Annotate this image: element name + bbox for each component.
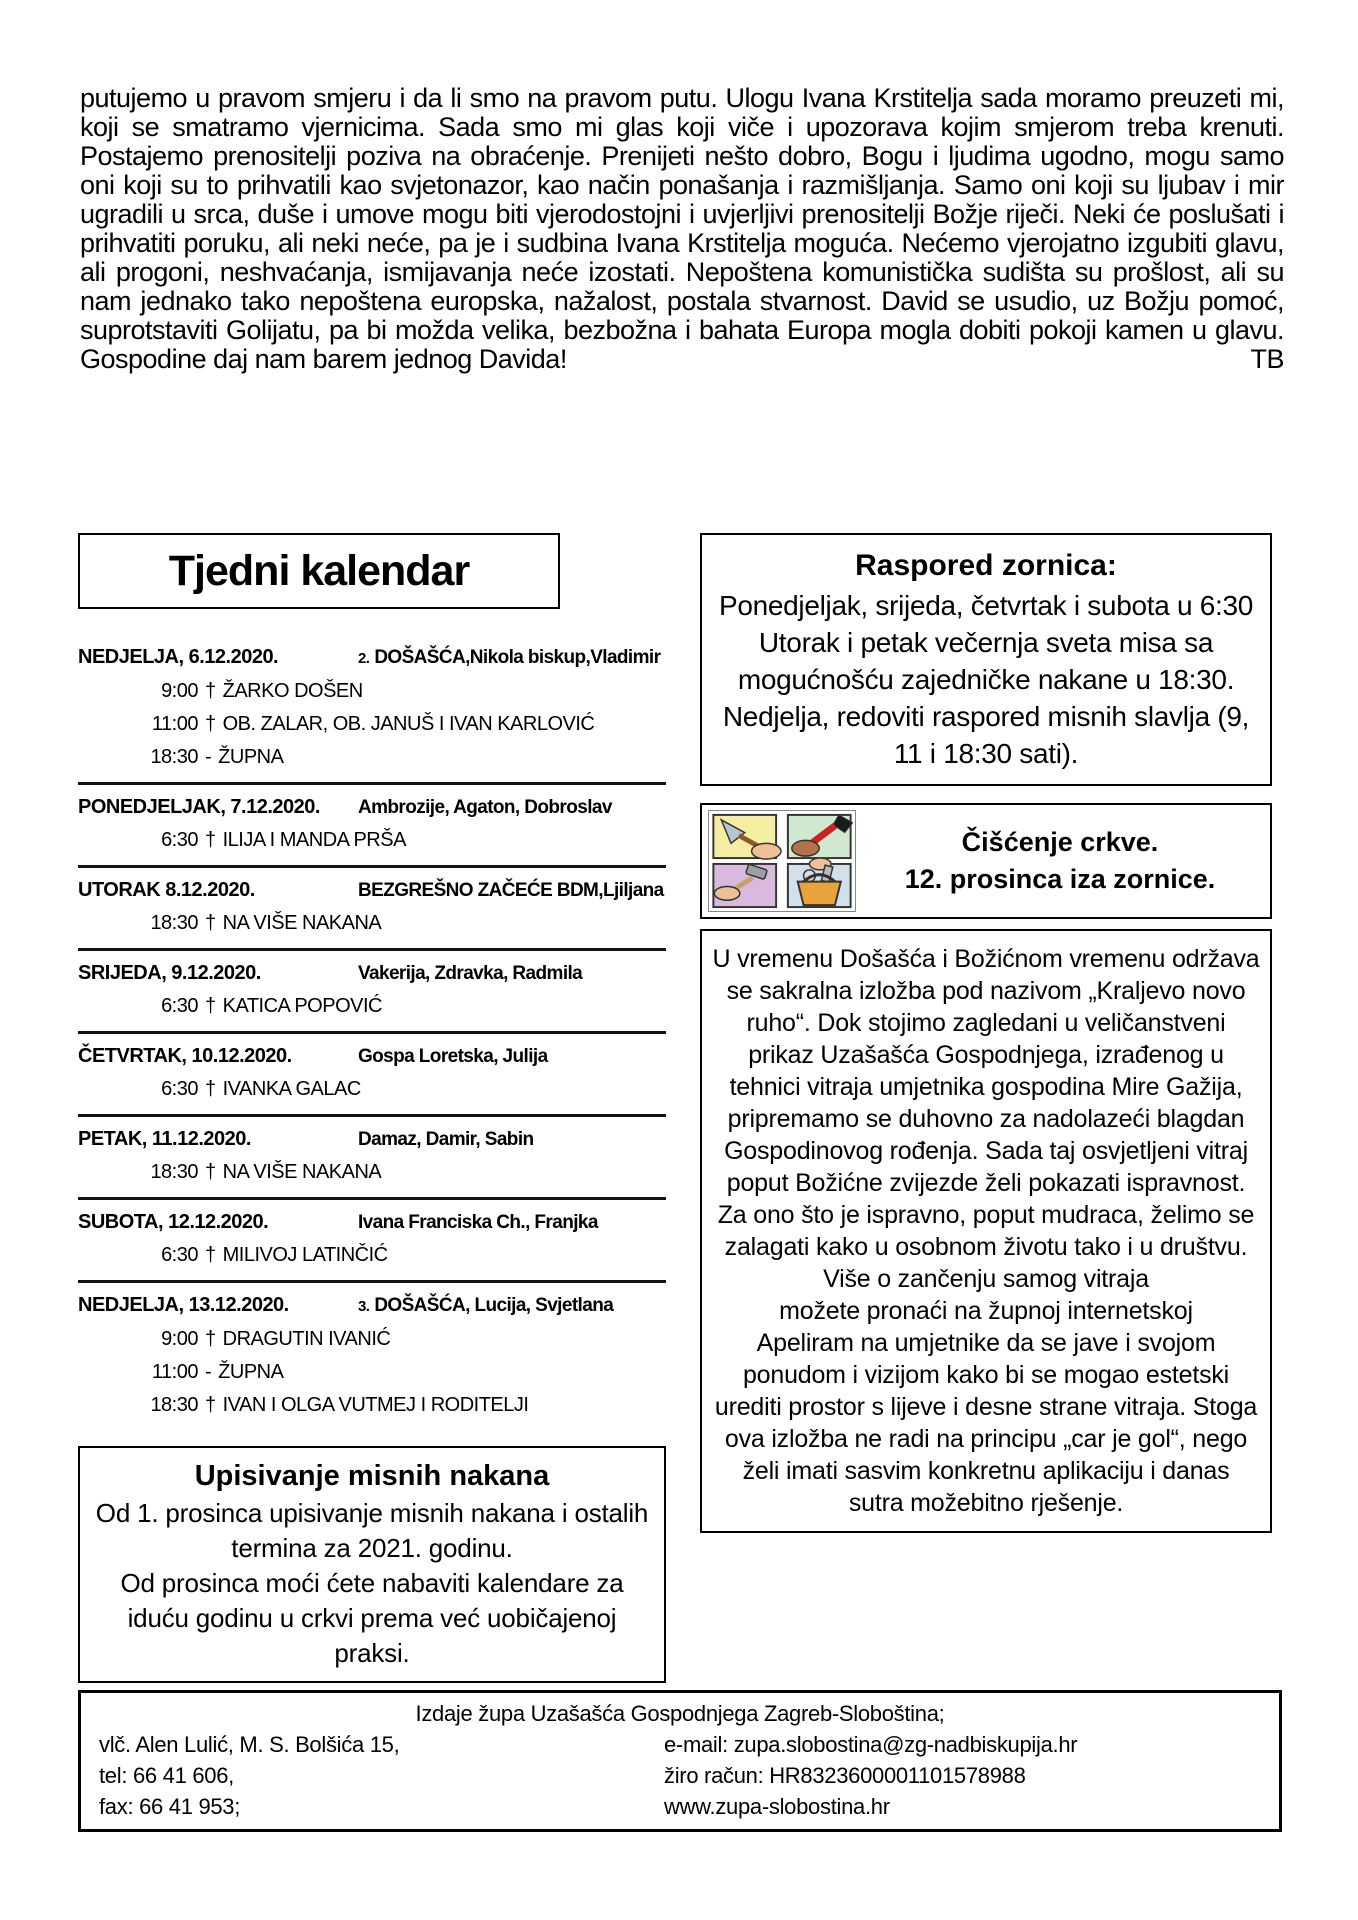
mass-separator: † bbox=[205, 1328, 216, 1350]
mass-separator: † bbox=[205, 1078, 216, 1100]
zornica-schedule-box bbox=[700, 533, 1272, 786]
calendar-day-header bbox=[78, 957, 666, 990]
mass-separator: † bbox=[205, 1161, 216, 1183]
zornica-line: Ponedjeljak, srijeda, četvrtak i subota u 6:30 bbox=[718, 590, 1254, 621]
calendar-day-header bbox=[78, 1123, 666, 1156]
church-cleaning-line2: 12. prosinca iza zornice. bbox=[904, 864, 1216, 894]
church-cleaning-line1: Čišćenje crkve. bbox=[961, 827, 1159, 857]
mass-time: 11:00 bbox=[151, 1361, 198, 1383]
calendar-feast-names: DOŠAŠĆA, Lucija, Svjetlana bbox=[374, 1295, 614, 1316]
zornica-schedule-lines bbox=[710, 587, 1262, 772]
mass-intentions-title: Upisivanje misnih nakana bbox=[194, 1460, 550, 1492]
calendar-day-header bbox=[78, 1040, 666, 1073]
calendar-day-feast bbox=[358, 874, 664, 907]
mass-intention: MILIVOJ LATINČIĆ bbox=[222, 1244, 388, 1266]
mass-intention: NA VIŠE NAKANA bbox=[222, 1161, 382, 1183]
mass-intention: ŽUPNA bbox=[218, 1361, 284, 1383]
calendar-mass-line bbox=[78, 708, 666, 741]
calendar-day-feast bbox=[358, 1040, 548, 1073]
mass-intentions-box bbox=[78, 1446, 666, 1683]
calendar-day-group bbox=[78, 785, 666, 868]
mass-intentions-paragraph: Od prosinca moći ćete nabaviti kalendare za iduću godinu u crkvi prema već uobičajenoj praksi. bbox=[120, 1568, 624, 1668]
calendar-day-feast bbox=[358, 641, 660, 675]
calendar-mass-line bbox=[78, 1073, 666, 1106]
zornica-schedule-title: Raspored zornica: bbox=[855, 549, 1117, 582]
calendar-feast-names: DOŠAŠĆA,Nikola biskup,Vladimir bbox=[374, 647, 661, 668]
calendar-day-date: PETAK, 11.12.2020. bbox=[78, 1128, 251, 1150]
mass-time: 6:30 bbox=[161, 829, 198, 851]
calendar-mass-line bbox=[78, 1389, 666, 1422]
calendar-feast-names: Ambrozije, Agaton, Dobroslav bbox=[358, 797, 612, 818]
exhibition-paragraph: Više o zančenju samog vitraja bbox=[823, 1265, 1149, 1293]
calendar-day-group bbox=[78, 1200, 666, 1283]
mass-intention: OB. ZALAR, OB. JANUŠ I IVAN KARLOVIĆ bbox=[222, 713, 595, 735]
mass-time: 18:30 bbox=[150, 1394, 198, 1416]
calendar-day-feast bbox=[358, 791, 612, 824]
calendar-mass-line bbox=[78, 1156, 666, 1189]
exhibition-paragraph: možete pronaći na župnoj internetskoj bbox=[779, 1297, 1193, 1325]
calendar-day-group bbox=[78, 635, 666, 785]
calendar-day-header bbox=[78, 1289, 666, 1323]
left-column bbox=[78, 533, 666, 1683]
calendar-mass-line bbox=[78, 824, 666, 857]
calendar-mass-line bbox=[78, 907, 666, 940]
top-article bbox=[80, 84, 1284, 374]
calendar-feast-names: BEZGREŠNO ZAČEĆE BDM,Ljiljana bbox=[358, 880, 664, 901]
mass-separator: † bbox=[205, 680, 216, 702]
top-article-text: putujemo u pravom smjeru i da li smo na pravom putu. Ulogu Ivana Krstitelja sada moramo preuzeti mi, koji se smatramo vjernicima. Sada smo mi glas koji viče i upozorava kojim smjerom treba krenuti. Postajemo prenositelji poziva na obraćenje. Prenijeti nešto dobro, Bogu i ljudima ugodno, mogu samo oni koji su to prihvatili kao svjetonazor, kao način ponašanja i razmišljanja. Samo oni koji su ljubav i mir ugradili u srca, duše i umove mogu biti vjerodostojni i uvjerljivi prenositelji Božje riječi. Neki će poslušati i prihvatiti poruku, ali neki neće, pa je i sudbina Ivana Krstitelja moguća. Nećemo vjerojatno izgubiti glavu, ali progoni, neshvaćanja, ismijavanja neće izostati. Nepoštena komunistička sudišta su prošlost, ali su nam jednako tako nepoštena europska, nažalost, postala stvarnost. David se usudio, uz Božju pomoć, suprotstaviti Golijatu, pa bi možda velika, bezbožna i bahata Europa mogla dobiti pokoji kamen u glavu. Gospodine daj nam barem jednog Davida! bbox=[80, 83, 1284, 374]
calendar-day-date: NEDJELJA, 13.12.2020. bbox=[78, 1294, 289, 1316]
calendar-mass-line bbox=[78, 1356, 666, 1389]
mass-separator: † bbox=[205, 1394, 216, 1416]
footer-right-line: www.zupa-slobostina.hr bbox=[664, 1794, 890, 1819]
footer-columns bbox=[99, 1729, 1261, 1822]
mass-time: 11:00 bbox=[151, 713, 198, 735]
zornica-line: Nedjelja, redoviti raspored misnih slavlja (9, 11 i 18:30 sati). bbox=[722, 701, 1250, 769]
mass-separator: † bbox=[205, 713, 216, 735]
calendar-day-group bbox=[78, 951, 666, 1034]
calendar-feast-names: Vakerija, Zdravka, Radmila bbox=[358, 963, 583, 984]
mass-time: 9:00 bbox=[161, 680, 198, 702]
footer-left-line: vlč. Alen Lulić, M. S. Bolšića 15, bbox=[99, 1732, 400, 1757]
calendar-mass-line bbox=[78, 1323, 666, 1356]
calendar-mass-line bbox=[78, 990, 666, 1023]
zornica-line: Utorak i petak večernja sveta misa sa mogućnošću zajedničke nakane u 18:30. bbox=[737, 627, 1235, 695]
calendar-feast-names: Gospa Loretska, Julija bbox=[358, 1046, 548, 1067]
calendar-day-group bbox=[78, 1283, 666, 1430]
cleaning-tools-image bbox=[708, 810, 856, 912]
footer-left-column bbox=[99, 1729, 664, 1822]
calendar-mass-line bbox=[78, 741, 666, 774]
footer-right-column bbox=[664, 1729, 1261, 1822]
calendar-day-feast bbox=[358, 1206, 598, 1239]
exhibition-paragraph: U vremenu Došašća i Božićnom vremenu održava se sakralna izložba pod nazivom „Kraljevo novo ruho“. Dok stojimo zagledani u veličanstveni prikaz Uzašašća Gospodnjega, izrađenog u tehnici vitraja umjetnika gospodina Mire Gažija, pripremamo se duhovno za nadolazeći blagdan Gospodinovog rođenja. Sada taj osvjetljeni vitraj poput Božićne zvijezde želi pokazati ispravnost. Za ono što je ispravno, poput mudraca, želimo se zalagati kako u osobnom životu tako i u društvu. bbox=[712, 945, 1260, 1261]
mass-time: 18:30 bbox=[150, 746, 198, 768]
calendar-day-feast bbox=[358, 1123, 534, 1156]
calendar-day-group bbox=[78, 1117, 666, 1200]
mass-intention: ŽUPNA bbox=[218, 746, 284, 768]
mass-intentions-body bbox=[90, 1496, 654, 1671]
mass-time: 18:30 bbox=[150, 1161, 198, 1183]
mass-intention: ILIJA I MANDA PRŠA bbox=[222, 829, 406, 851]
calendar-day-group bbox=[78, 1034, 666, 1117]
calendar-feast-names: Damaz, Damir, Sabin bbox=[358, 1129, 534, 1150]
article-signature: TB bbox=[1250, 344, 1284, 374]
weekly-calendar-title: Tjedni kalendar bbox=[168, 546, 470, 595]
footer-left-line: fax: 66 41 953; bbox=[99, 1794, 241, 1819]
mass-intention: IVANKA GALAC bbox=[222, 1078, 361, 1100]
calendar-day-header bbox=[78, 791, 666, 824]
mass-intention: KATICA POPOVIĆ bbox=[222, 995, 382, 1017]
mass-separator: - bbox=[205, 1361, 212, 1383]
calendar-day-feast bbox=[358, 957, 582, 990]
calendar-day-header bbox=[78, 1206, 666, 1239]
mass-separator: † bbox=[205, 829, 216, 851]
calendar-feast-prefix: 2. bbox=[358, 650, 370, 667]
mass-intention: DRAGUTIN IVANIĆ bbox=[222, 1328, 391, 1350]
footer-box bbox=[78, 1690, 1282, 1832]
right-column bbox=[700, 533, 1272, 1533]
church-cleaning-text bbox=[856, 824, 1264, 898]
mass-separator: † bbox=[205, 1244, 216, 1266]
mass-separator: - bbox=[205, 746, 212, 768]
calendar-feast-names: Ivana Franciska Ch., Franjka bbox=[358, 1212, 598, 1233]
weekly-calendar-title-box bbox=[78, 533, 560, 609]
mass-intention: IVAN I OLGA VUTMEJ I RODITELJI bbox=[222, 1394, 529, 1416]
mass-intentions-paragraph: Od 1. prosinca upisivanje misnih nakana i ostalih termina za 2021. godinu. bbox=[95, 1498, 649, 1563]
footer-publisher-line: Izdaje župa Uzašašća Gospodnjega Zagreb-Sloboština; bbox=[415, 1701, 945, 1726]
calendar-day-date: ČETVRTAK, 10.12.2020. bbox=[78, 1045, 292, 1067]
calendar-day-feast bbox=[358, 1289, 613, 1323]
footer-right-line: žiro račun: HR8323600001101578988 bbox=[664, 1763, 1026, 1788]
calendar-feast-prefix: 3. bbox=[358, 1298, 370, 1315]
footer-left-line: tel: 66 41 606, bbox=[99, 1763, 234, 1788]
mass-time: 6:30 bbox=[161, 1244, 198, 1266]
calendar-day-date: SRIJEDA, 9.12.2020. bbox=[78, 962, 261, 984]
mass-time: 6:30 bbox=[161, 1078, 198, 1100]
mass-separator: † bbox=[205, 912, 216, 934]
calendar-day-date: NEDJELJA, 6.12.2020. bbox=[78, 646, 279, 668]
exhibition-article-box bbox=[700, 929, 1272, 1533]
mass-intention: NA VIŠE NAKANA bbox=[222, 912, 382, 934]
mass-intention: ŽARKO DOŠEN bbox=[222, 680, 363, 702]
church-cleaning-box bbox=[700, 803, 1272, 919]
mass-time: 9:00 bbox=[161, 1328, 198, 1350]
calendar-day-header bbox=[78, 874, 666, 907]
calendar-day-header bbox=[78, 641, 666, 675]
mass-separator: † bbox=[205, 995, 216, 1017]
exhibition-paragraph: Apeliram na umjetnike da se jave i svojom ponudom i vizijom kako bi se mogao estetski urediti prostor s lijeve i desne strane vitraja. Stoga ova izložba ne radi na principu „car je gol“, nego želi imati sasvim konkretnu aplikaciju i danas sutra možebitno rješenje. bbox=[714, 1329, 1258, 1517]
calendar-day-group bbox=[78, 868, 666, 951]
weekly-calendar-entries bbox=[78, 635, 666, 1430]
calendar-day-date: UTORAK 8.12.2020. bbox=[78, 879, 255, 901]
calendar-day-date: SUBOTA, 12.12.2020. bbox=[78, 1211, 269, 1233]
calendar-mass-line bbox=[78, 675, 666, 708]
calendar-day-date: PONEDJELJAK, 7.12.2020. bbox=[78, 796, 320, 818]
calendar-mass-line bbox=[78, 1239, 666, 1272]
footer-right-line: e-mail: zupa.slobostina@zg-nadbiskupija.hr bbox=[664, 1732, 1078, 1757]
mass-time: 6:30 bbox=[161, 995, 198, 1017]
mass-time: 18:30 bbox=[150, 912, 198, 934]
